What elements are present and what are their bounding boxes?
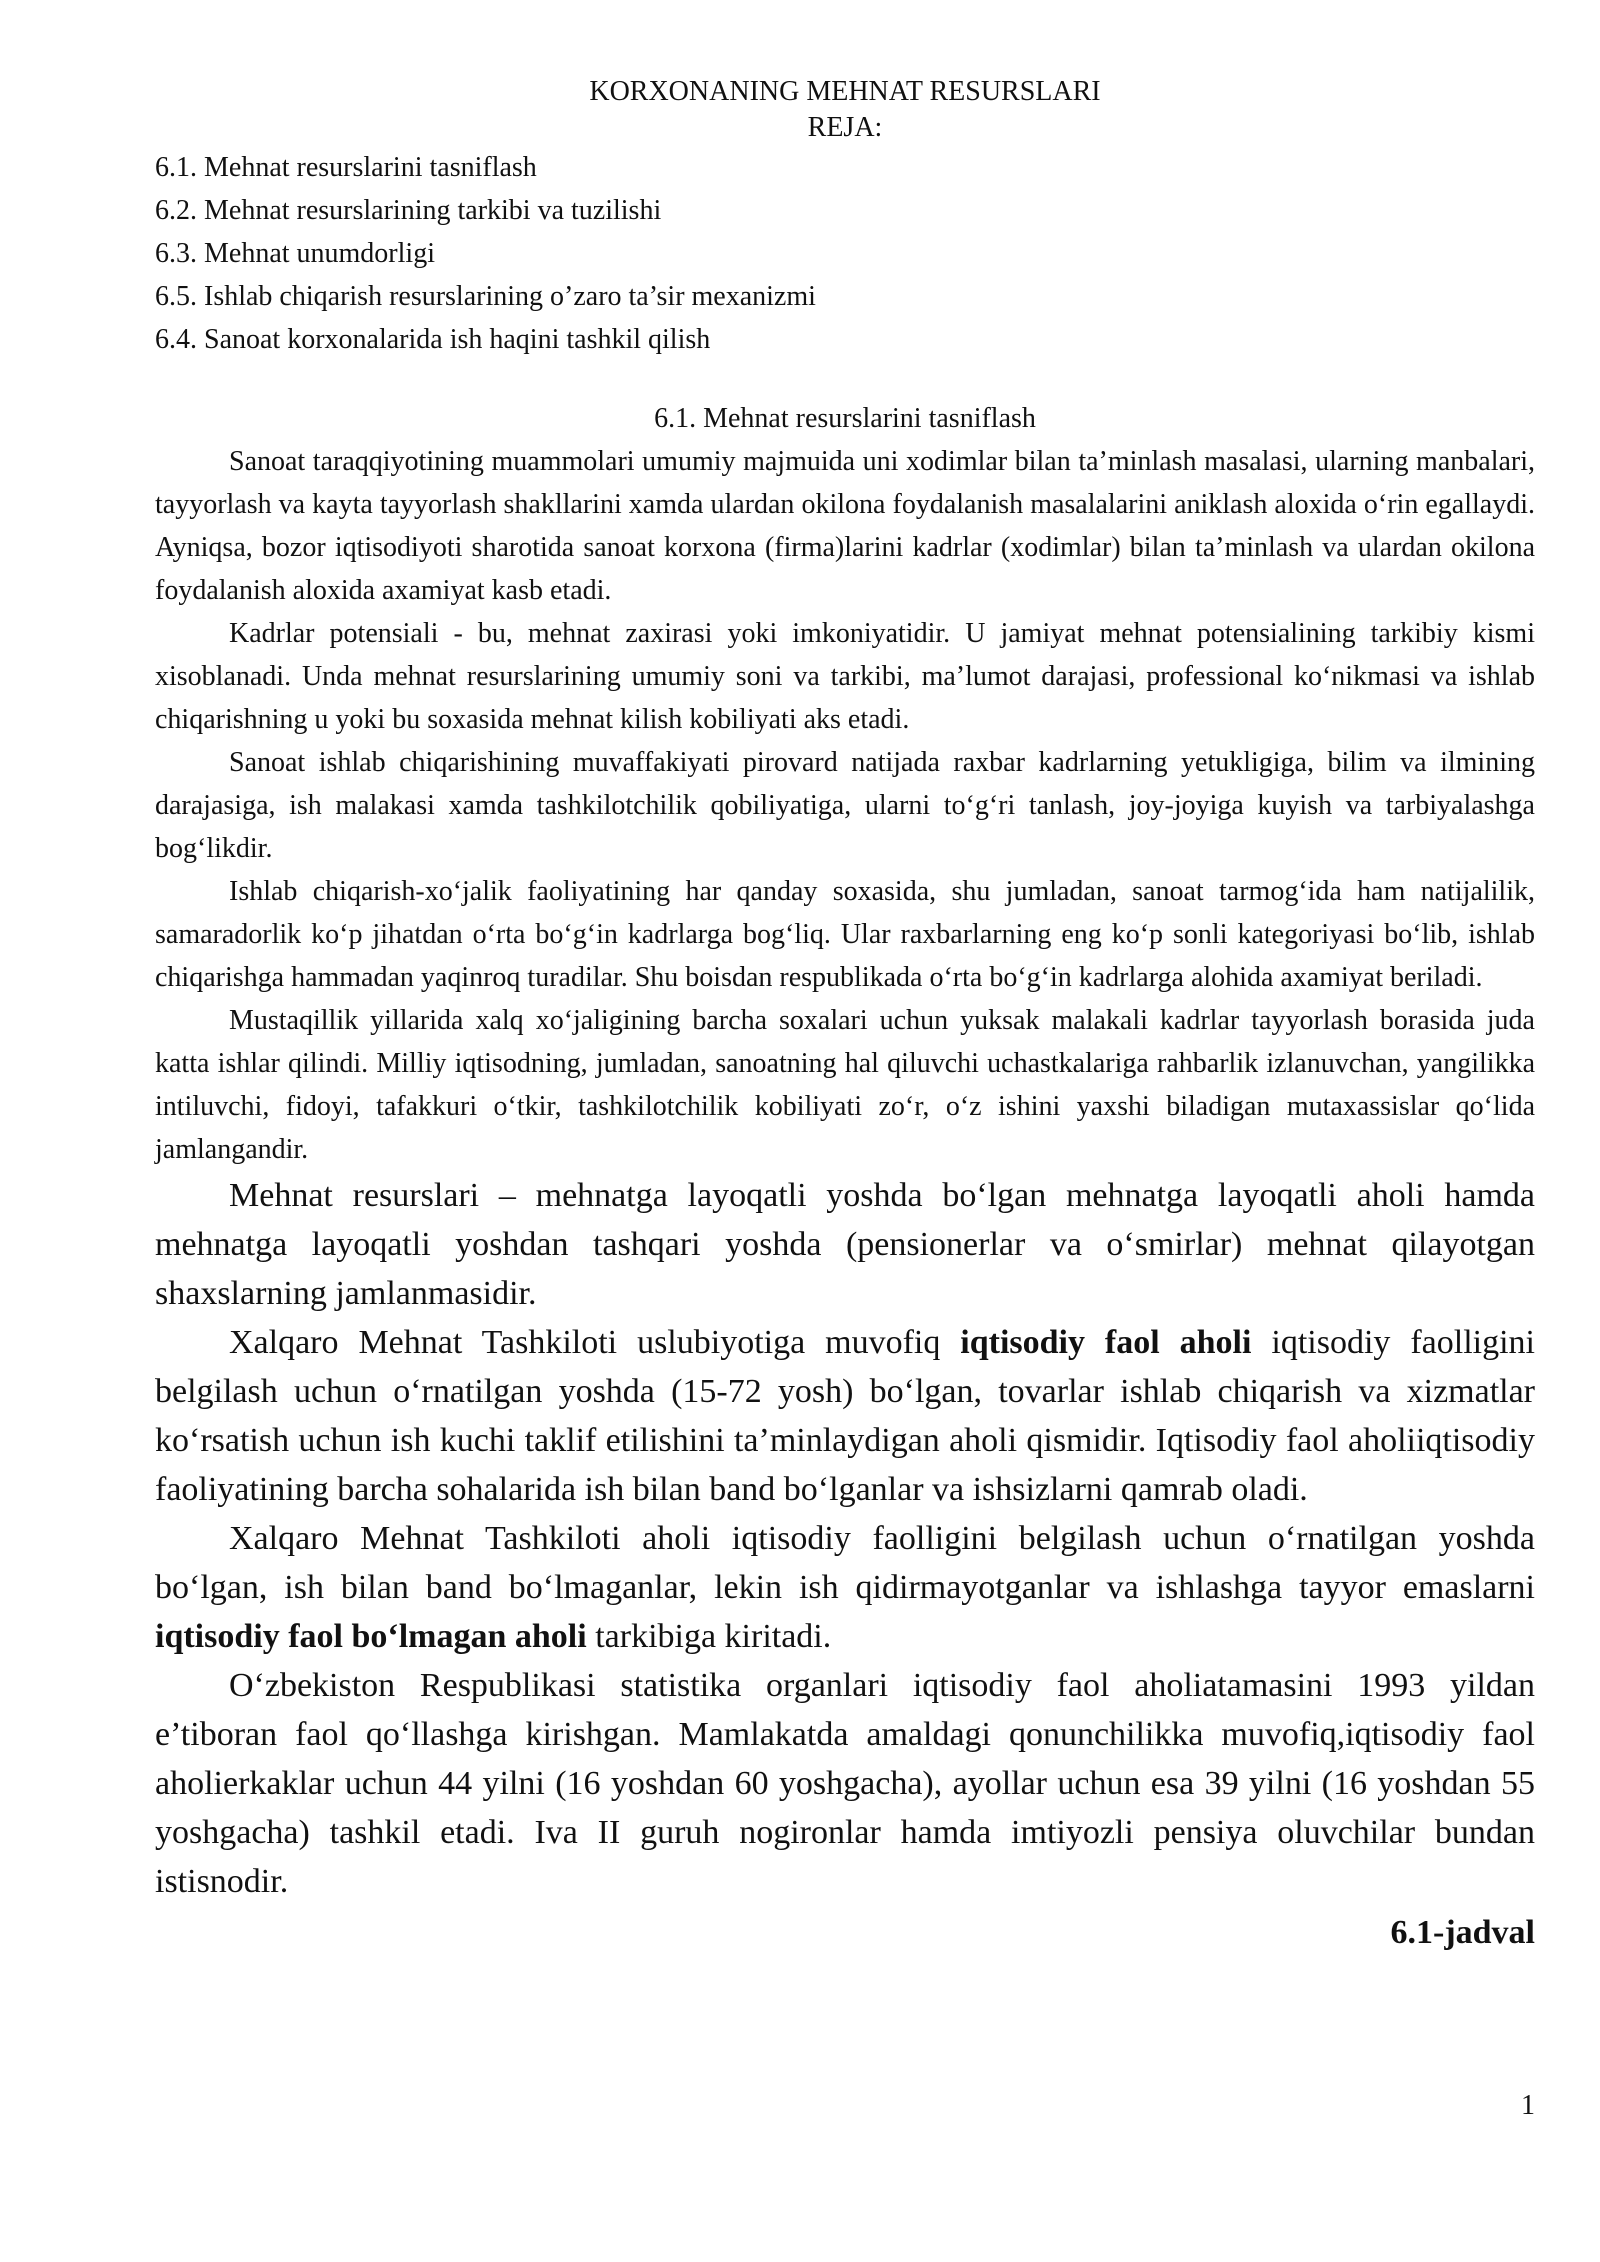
text-span: iqtisodiy faolligini belgilash uchun o‘rnatilgan yoshda (15-72 yosh) bo‘lgan, tovarlar ishlab chiqarish va xizmatlar ko‘rsatish uchun ish kuchi taklif etilishini ta’minlaydigan aholi qismidir. Iqtisodiy faol aholiiqtisodiy faoliyatining barcha sohalarida ish bilan band bo‘lganlar va ishsizlarni qamrab oladi. [155,1324,1535,1508]
paragraph-economically-active [155,1318,1535,1514]
plan-heading: REJA: [807,112,883,143]
plan-item: 6.4. Sanoat korxonalarida ish haqini tashkil qilish [155,324,711,355]
text-span: Xalqaro Mehnat Tashkiloti uslubiyotiga muvofiq [229,1324,961,1361]
text-span: tarkibiga kiritadi. [586,1618,832,1655]
table-caption: 6.1-jadval [1390,1914,1535,1951]
document-page [155,74,1535,1957]
page-number: 1 [1521,2090,1535,2121]
plan-item: 6.1. Mehnat resurslarini tasniflash [155,152,537,183]
text-span: Xalqaro Mehnat Tashkiloti aholi iqtisodiy faolligini belgilash uchun o‘rnatilgan yoshda bo‘lgan, ish bilan band bo‘lmaganlar, lekin ish qidirmayotganlar va ishlashga tayyor emaslarni [155,1520,1535,1606]
bold-term: iqtisodiy faol bo‘lmagan aholi [155,1618,587,1655]
plan-item: 6.3. Mehnat unumdorligi [155,238,435,269]
plan-list [155,146,1535,361]
paragraph: Sanoat taraqqiyotining muammolari umumiy majmuida uni xodimlar bilan ta’minlash masalasi, ularning manbalari, tayyorlash va kayta tayyorlash shakllarini xamda ulardan okilona foydalanish masalalarini aniklash aloxida o‘rin egallaydi. Ayniqsa, bozor iqtisodiyoti sharotida sanoat korxona (firma)larini kadrlar (xodimlar) bilan ta’minlash va ulardan okilona foydalanish aloxida axamiyat kasb etadi. [155,446,1535,606]
paragraph: Ishlab chiqarish-xo‘jalik faoliyatining har qanday soxasida, shu jumladan, sanoat tarmog‘ida ham natijalilik, samaradorlik ko‘p jihatdan o‘rta bo‘g‘in kadrlarga bog‘liq. Ular raxbarlarning eng ko‘p sonli kategoriyasi bo‘lib, ishlab chiqarishga hammadan yaqinroq turadilar. Shu boisdan respublikada o‘rta bo‘g‘in kadrlarga alohida axamiyat beriladi. [155,876,1535,993]
paragraph-definition: Mehnat resurslari – mehnatga layoqatli yoshda bo‘lgan mehnatga layoqatli aholi hamda mehnatga layoqatli yoshdan tashqari yoshda (pensionerlar va o‘smirlar) mehnat qilayotgan shaxslarning jamlanmasidir. [155,1177,1535,1312]
document-title: KORXONANING MEHNAT RESURSLARI [589,76,1101,107]
section-heading: 6.1. Mehnat resurslarini tasniflash [654,403,1036,434]
paragraph-economically-inactive [155,1514,1535,1661]
paragraph: Mustaqillik yillarida xalq xo‘jaligining barcha soxalari uchun yuksak malakali kadrlar tayyorlash borasida juda katta ishlar qilindi. Milliy iqtisodning, jumladan, sanoatning hal qiluvchi uchastkalariga rahbarlik izlanuvchan, yangilikka intiluvchi, fidoyi, tafakkuri o‘tkir, tashkilotchilik kobiliyati zo‘r, o‘z ishini yaxshi biladigan mutaxassislar qo‘lida jamlangandir. [155,1005,1535,1165]
paragraph: Kadrlar potensiali - bu, mehnat zaxirasi yoki imkoniyatidir. U jamiyat mehnat potensialining tarkibiy kismi xisoblanadi. Unda mehnat resurslarining umumiy soni va tarkibi, ma’lumot darajasi, professional ko‘nikmasi va ishlab chiqarishning u yoki bu soxasida mehnat kilish kobiliyati aks etadi. [155,618,1535,735]
plan-item: 6.5. Ishlab chiqarish resurslarining o’zaro ta’sir mexanizmi [155,281,816,312]
paragraph-statistics: O‘zbekiston Respublikasi statistika organlari iqtisodiy faol aholiatamasini 1993 yildan e’tiboran faol qo‘llashga kirishgan. Mamlakatda amaldagi qonunchilikka muvofiq,iqtisodiy faol aholierkaklar uchun 44 yilni (16 yoshdan 60 yoshgacha), ayollar uchun esa 39 yilni (16 yoshdan 55 yoshgacha) tashkil etadi. Iva II guruh nogironlar hamda imtiyozli pensiya oluvchilar bundan istisnodir. [155,1667,1535,1900]
plan-item: 6.2. Mehnat resurslarining tarkibi va tuzilishi [155,195,662,226]
bold-term: iqtisodiy faol aholi [960,1324,1252,1361]
paragraph: Sanoat ishlab chiqarishining muvaffakiyati pirovard natijada raxbar kadrlarning yetukligiga, bilim va ilmining darajasiga, ish malakasi xamda tashkilotchilik qobiliyatiga, ularni to‘g‘ri tanlash, joy-joyiga kuyish va tarbiyalashga bog‘likdir. [155,747,1535,864]
